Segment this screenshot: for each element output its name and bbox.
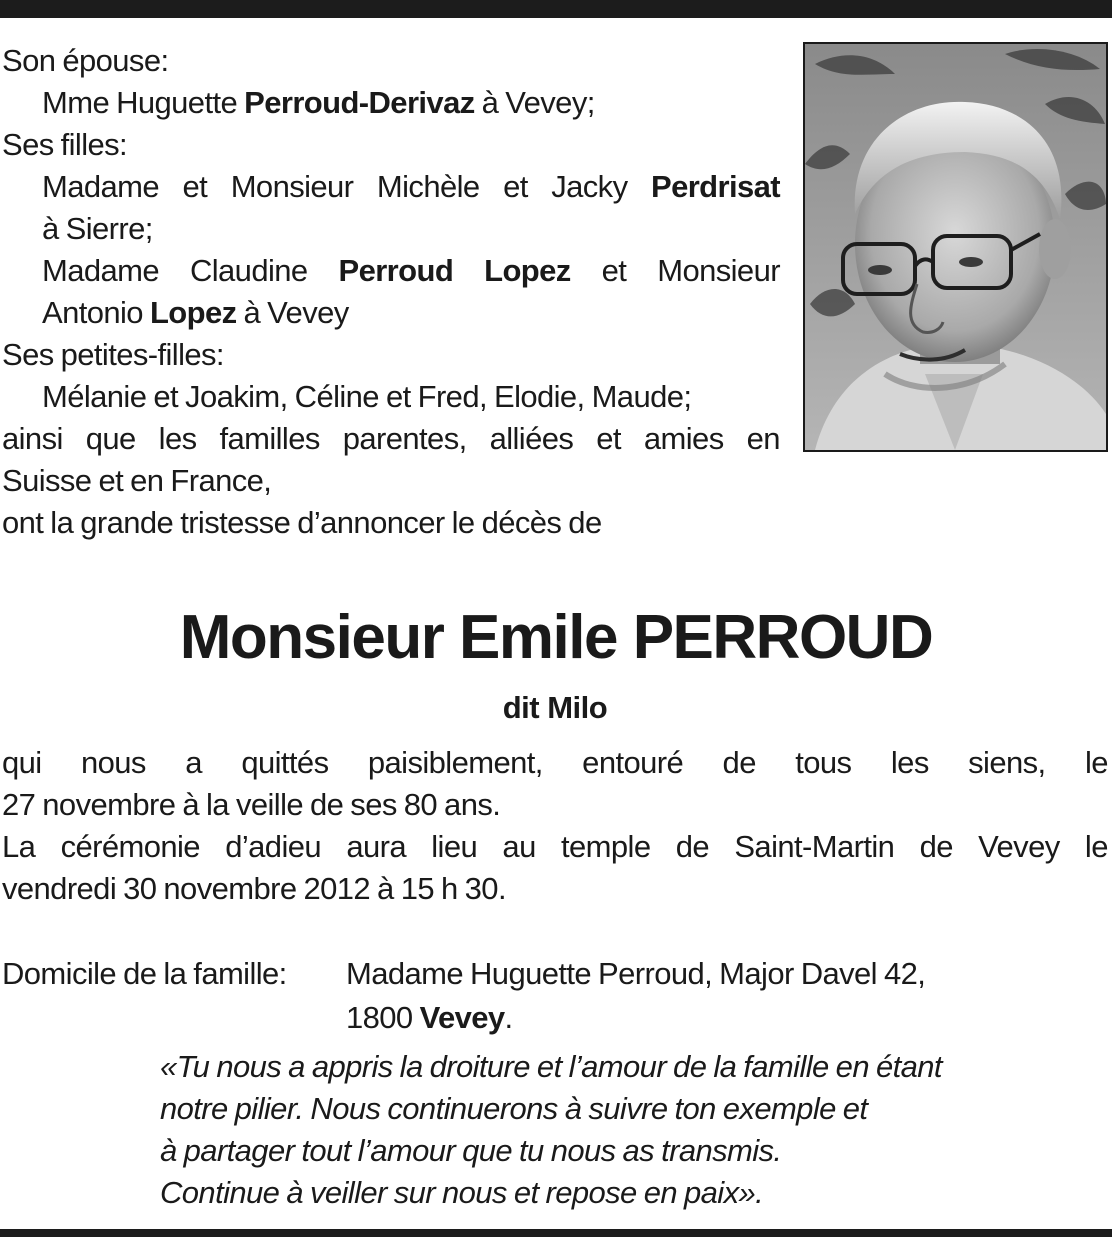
relatives-line-1: ainsi que les familles parentes, alliées et amies en <box>2 421 780 456</box>
portrait-photo <box>803 42 1108 452</box>
granddaughters-names: Mélanie et Joakim, Céline et Fred, Elodie, Maude; <box>42 379 692 414</box>
daughter-2-line-1: Madame Claudine Perroud Lopez et Monsieur <box>42 253 780 288</box>
bottom-border-rule <box>0 1229 1112 1237</box>
quote-line-4: Continue à veiller sur nous et repose en paix». <box>160 1175 764 1210</box>
ceremony-line-2: vendredi 30 novembre 2012 à 15 h 30. <box>2 871 506 906</box>
quote-line-3: à partager tout l’amour que tu nous as transmis. <box>160 1133 782 1168</box>
quote-line-2: notre pilier. Nous continuerons à suivre ton exemple et <box>160 1091 868 1126</box>
daughter-1-surname: Perdrisat <box>651 169 780 204</box>
granddaughters-heading: Ses petites-filles: <box>2 337 224 372</box>
passing-line-2: 27 novembre à la veille de ses 80 ans. <box>2 787 501 822</box>
family-domicile <box>2 952 1108 1040</box>
ceremony-line-1: La cérémonie d’adieu aura lieu au temple de Saint-Martin de Vevey le <box>2 829 1108 864</box>
relatives-line-2: Suisse et en France, <box>2 463 272 498</box>
top-border-rule <box>0 0 1112 18</box>
deceased-name: Monsieur Emile PERROUD <box>179 603 933 672</box>
memorial-quote <box>160 1046 1100 1214</box>
domicile-city: Vevey <box>419 1000 505 1035</box>
passing-line-1: qui nous a quittés paisiblement, entouré de tous les siens, le <box>2 745 1108 780</box>
spouse-surname: Perroud-Derivaz <box>244 85 475 120</box>
quote-line-1: «Tu nous a appris la droiture et l’amour de la famille en étant <box>160 1049 942 1084</box>
spouse-entry: Mme Huguette Perroud-Derivaz à Vevey; <box>42 85 595 120</box>
death-notice-body <box>2 742 1108 910</box>
daughter-1-line-2: à Sierre; <box>42 211 153 246</box>
daughter-1-line-1: Madame et Monsieur Michèle et Jacky Perdrisat <box>2 166 780 208</box>
domicile-label: Domicile de la famille: <box>2 956 287 991</box>
domicile-address-line-2: 1800 Vevey. <box>346 1000 513 1035</box>
daughter-2-line-2: Antonio Lopez à Vevey <box>42 295 349 330</box>
spouse-heading: Son épouse: <box>2 43 169 78</box>
family-members-section <box>2 40 780 544</box>
deceased-nickname: dit Milo <box>502 690 608 725</box>
announcement-text: ont la grande tristesse d’annoncer le décès de <box>2 505 602 540</box>
domicile-address-line-1: Madame Huguette Perroud, Major Davel 42, <box>346 956 926 991</box>
daughters-heading: Ses filles: <box>2 127 128 162</box>
